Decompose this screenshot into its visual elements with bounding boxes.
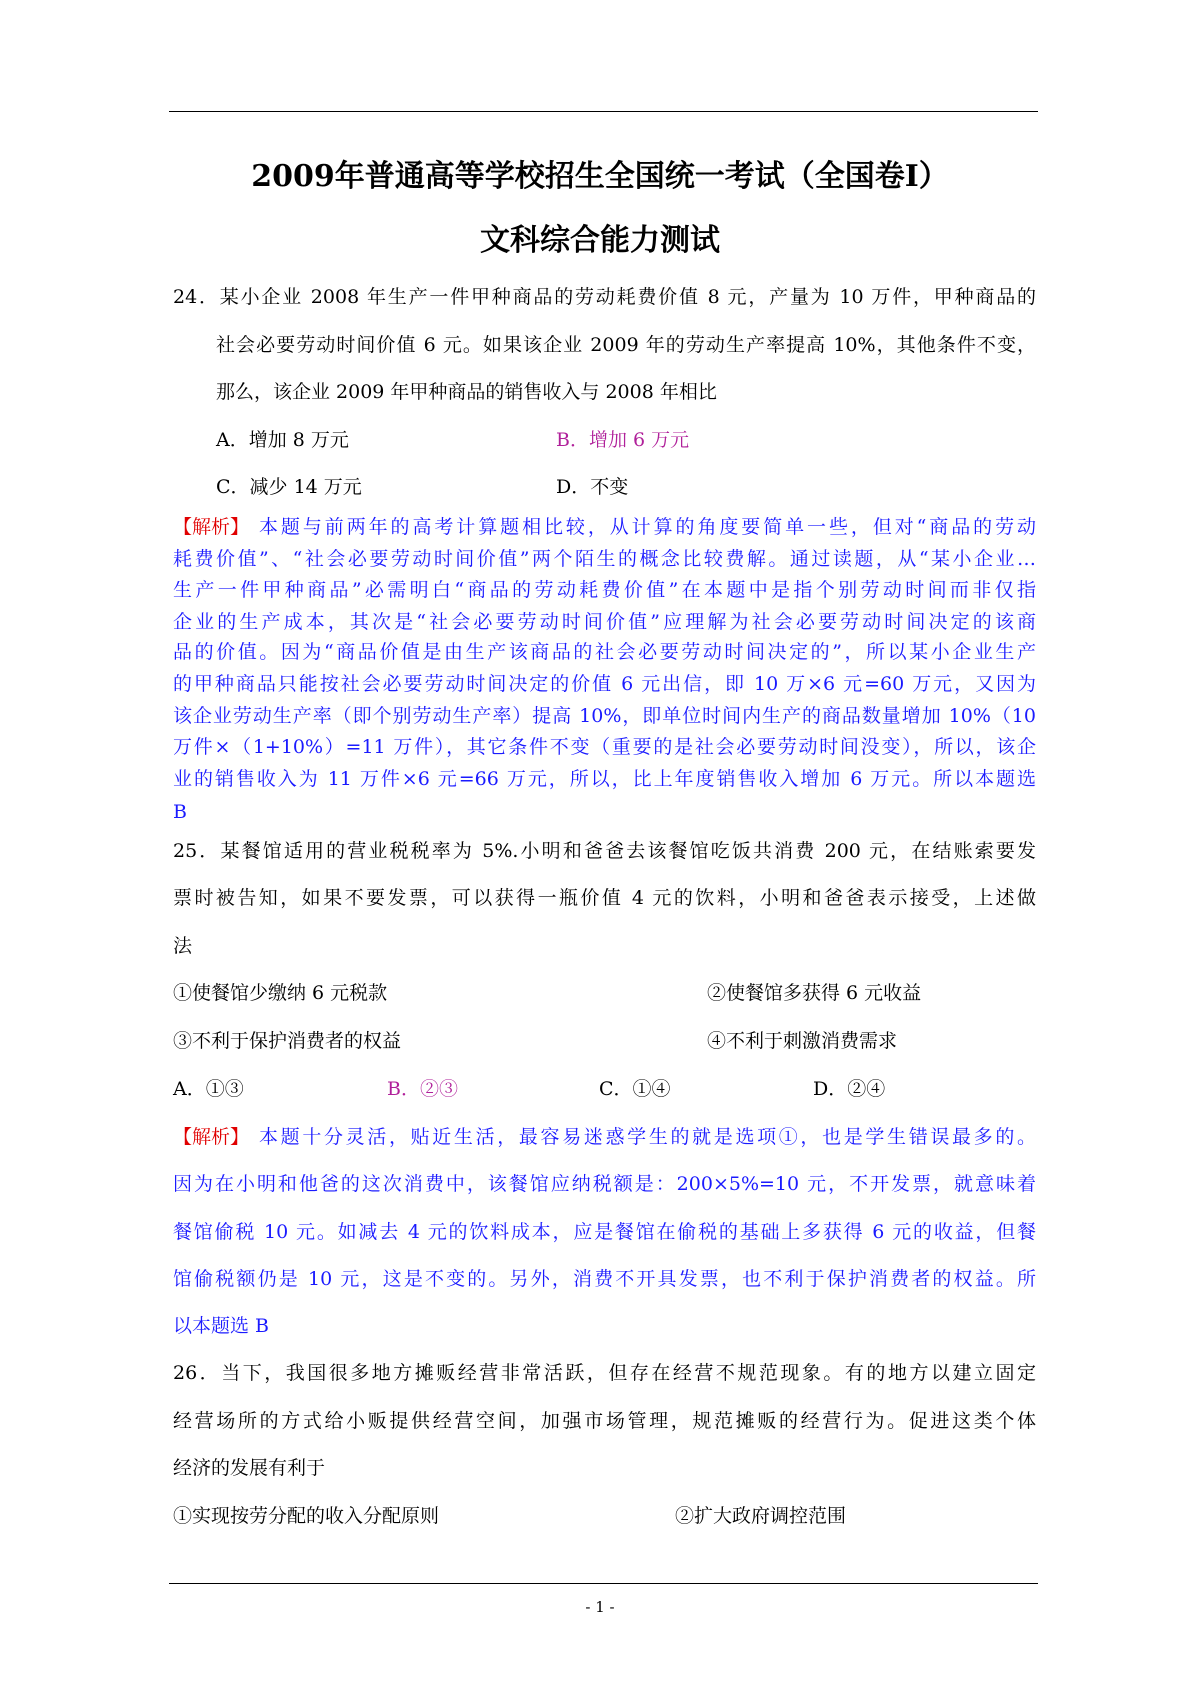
- q24-analysis-line: 生产一件甲种商品”必需明白“商品的劳动耗费价值”在本题中是指个别劳动时间而非仅指: [173, 579, 1036, 601]
- q26-stem-line: 经营场所的方式给小贩提供经营空间，加强市场管理，规范摊贩的经营行为。促进这类个体: [173, 1410, 1036, 1432]
- q25-analysis-line: 因为在小明和他爸的这次消费中，该餐馆应纳税额是：200×5%=10 元，不开发票，就意味着: [173, 1173, 1036, 1195]
- q25-option-a: A．①③: [173, 1078, 244, 1100]
- q25-analysis-line: 本题十分灵活，贴近生活，最容易迷惑学生的就是选项①，也是学生错误最多的。: [259, 1126, 1036, 1148]
- q25-item-3: ③不利于保护消费者的权益: [173, 1030, 402, 1052]
- q24-analysis-line: 企业的生产成本，其次是“社会必要劳动时间价值”应理解为社会必要劳动时间决定的该商: [173, 611, 1036, 633]
- exam-title: 2009年普通高等学校招生全国统一考试（全国卷Ⅰ）: [251, 159, 949, 194]
- q24-stem-line: 那么，该企业 2009 年甲种商品的销售收入与 2008 年相比: [216, 381, 717, 403]
- q25-option-c: C．①④: [599, 1078, 671, 1100]
- q25-stem-line: 法: [173, 935, 193, 957]
- q25-item-1: ①使餐馆少缴纳 6 元税款: [173, 982, 388, 1004]
- footer-rule: [169, 1583, 1038, 1584]
- q24-option-a: A．增加 8 万元: [216, 429, 349, 451]
- q24-option-d: D．不变: [556, 476, 629, 498]
- q25-option-b-answer: B．②③: [387, 1078, 458, 1100]
- q24-stem-line: 社会必要劳动时间价值 6 元。如果该企业 2009 年的劳动生产率提高 10%，其他条件不变，: [216, 334, 1036, 356]
- q25-item-2: ②使餐馆多获得 6 元收益: [707, 982, 922, 1004]
- q25-stem-line: 25．某餐馆适用的营业税税率为 5%.小明和爸爸去该餐馆吃饭共消费 200 元，在结账索要发: [173, 840, 1036, 862]
- q25-analysis-tag: 【解析】: [173, 1126, 250, 1148]
- q25-analysis-line: 以本题选 B: [173, 1315, 270, 1337]
- q25-item-4: ④不利于刺激消费需求: [707, 1030, 898, 1052]
- q24-analysis-line: 本题与前两年的高考计算题相比较，从计算的角度要简单一些，但对“商品的劳动: [259, 516, 1036, 538]
- exam-subtitle: 文科综合能力测试: [480, 223, 720, 258]
- q24-analysis-line: 万件×（1+10%）=11 万件），其它条件不变（重要的是社会必要劳动时间没变），所以，该企: [173, 736, 1036, 758]
- q24-stem-line: 24．某小企业 2008 年生产一件甲种商品的劳动耗费价值 8 元，产量为 10 万件，甲种商品的: [173, 286, 1036, 308]
- q26-stem-line: 经济的发展有利于: [173, 1457, 326, 1479]
- q26-item-2: ②扩大政府调控范围: [675, 1505, 847, 1527]
- q24-analysis-line: 的甲种商品只能按社会必要劳动时间决定的价值 6 元出信，即 10 万×6 元=60 万元，又因为: [173, 673, 1036, 695]
- header-rule: [169, 111, 1038, 112]
- q24-analysis-line: 耗费价值”、“社会必要劳动时间价值”两个陌生的概念比较费解。通过读题，从“某小企业…: [173, 548, 1036, 570]
- q24-option-c: C．减少 14 万元: [216, 476, 362, 498]
- q24-analysis-tag: 【解析】: [173, 516, 250, 538]
- q24-analysis-line: 该企业劳动生产率（即个别劳动生产率）提高 10%，即单位时间内生产的商品数量增加 10%（10: [173, 705, 1036, 727]
- q26-stem-line: 26．当下，我国很多地方摊贩经营非常活跃，但存在经营不规范现象。有的地方以建立固定: [173, 1362, 1036, 1384]
- q24-option-b-answer: B．增加 6 万元: [556, 429, 690, 451]
- q26-item-1: ①实现按劳分配的收入分配原则: [173, 1505, 440, 1527]
- q24-analysis-line: B: [173, 801, 187, 823]
- q24-analysis-line: 品的价值。因为“商品价值是由生产该商品的社会必要劳动时间决定的”，所以某小企业生产: [173, 641, 1036, 663]
- page-number: - 1 -: [585, 1598, 615, 1616]
- q25-analysis-line: 餐馆偷税 10 元。如减去 4 元的饮料成本，应是餐馆在偷税的基础上多获得 6 元的收益，但餐: [173, 1221, 1036, 1243]
- q25-option-d: D．②④: [813, 1078, 886, 1100]
- q24-analysis-line: 业的销售收入为 11 万件×6 元=66 万元，所以，比上年度销售收入增加 6 万元。所以本题选: [173, 768, 1036, 790]
- q25-stem-line: 票时被告知，如果不要发票，可以获得一瓶价值 4 元的饮料，小明和爸爸表示接受，上述做: [173, 887, 1036, 909]
- q25-analysis-line: 馆偷税额仍是 10 元，这是不变的。另外，消费不开具发票，也不利于保护消费者的权益。所: [173, 1268, 1036, 1290]
